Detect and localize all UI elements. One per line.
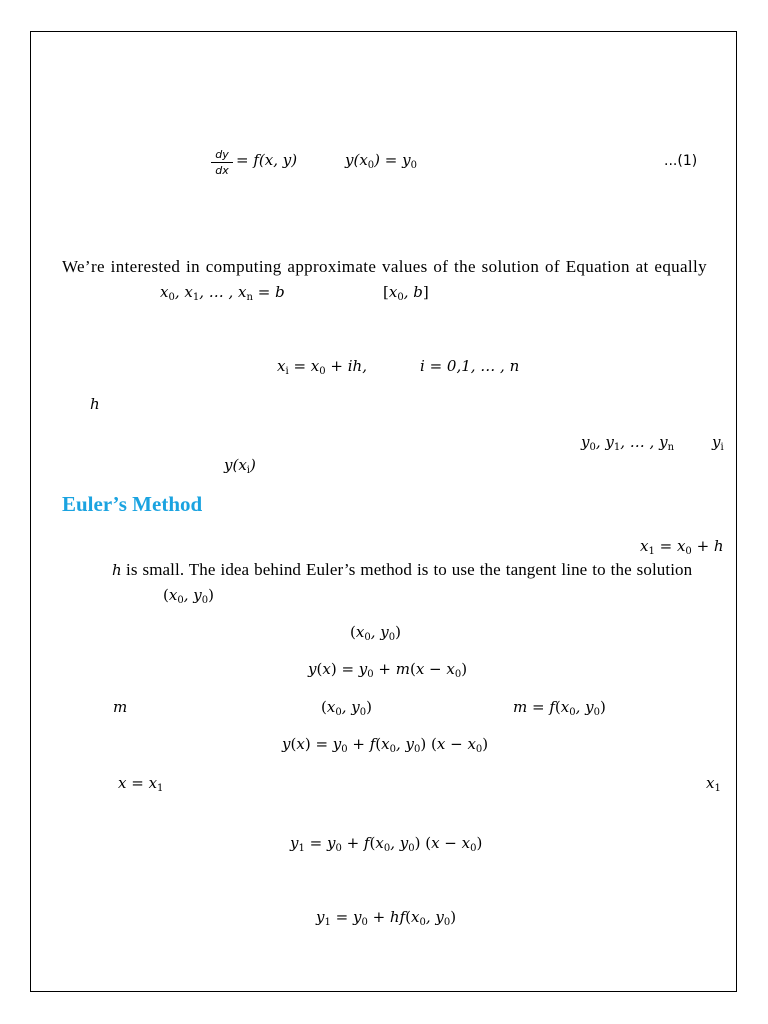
step-size-symbol: h <box>90 395 100 413</box>
grid-points-formula: $x_0$, $x_1$, … , $x_n = b$ <box>160 283 285 303</box>
tangent-point-formula: ($x_0$, $y_0$) <box>350 623 401 643</box>
ode-equation: = f(x, y) <box>236 151 298 169</box>
equation-number: ...(1) <box>664 153 698 169</box>
section-heading: Euler’s Method <box>62 492 203 516</box>
x1-symbol: $x_1$ <box>706 774 721 794</box>
grid-definition-formula: $x_i = x_0$ + ih, <box>277 357 367 377</box>
yi-symbol: $y_i$ <box>712 433 724 453</box>
x1-definition-formula: $x_1 = x_0 + h$ <box>640 537 724 557</box>
derivative-fraction: $\frac{dy}{dx}$ <box>211 148 233 177</box>
tangent-line-formula: $y(x) = y_0 + m(x - x_0)$ <box>308 660 468 680</box>
intro-paragraph: We’re interested in computing approximate values of the solution of Equation at equally <box>62 257 707 276</box>
tangent-line-paragraph: is small. The idea behind Euler’s method is to use the tangent line to the solution <box>126 560 693 579</box>
y1-expanded-formula: $y_1 = y_0 + f(x_0$, $y_0$) $(x - x_0)$ <box>290 834 483 854</box>
slope-formula: $m = f(x_0$, $y_0$) <box>513 698 606 718</box>
interval-formula: [$x_0$, b] <box>383 283 429 303</box>
slope-symbol: m <box>113 698 128 716</box>
tangent-line-substituted-formula: $y(x) = y_0 + f(x_0$, $y_0$) $(x - x_0)$ <box>282 735 489 755</box>
initial-condition: $y(x_0) = y_0$ <box>345 151 417 171</box>
slope-point-formula: ($x_0$, $y_0$) <box>321 698 372 718</box>
x-equals-x1-formula: $x = x_1$ <box>118 774 164 794</box>
approximations-formula: $y_0$, $y_1$, … , $y_n$ <box>581 433 675 453</box>
exact-solution-formula: $y(x_i)$ <box>224 456 256 476</box>
euler-step-formula: $y_1 = y_0 + hf(x_0$, $y_0$) <box>316 908 457 928</box>
index-range-formula: i = 0,1, … , n <box>420 357 520 375</box>
h-symbol: h <box>112 561 122 579</box>
initial-point-formula: ($x_0$, $y_0$) <box>163 586 214 606</box>
